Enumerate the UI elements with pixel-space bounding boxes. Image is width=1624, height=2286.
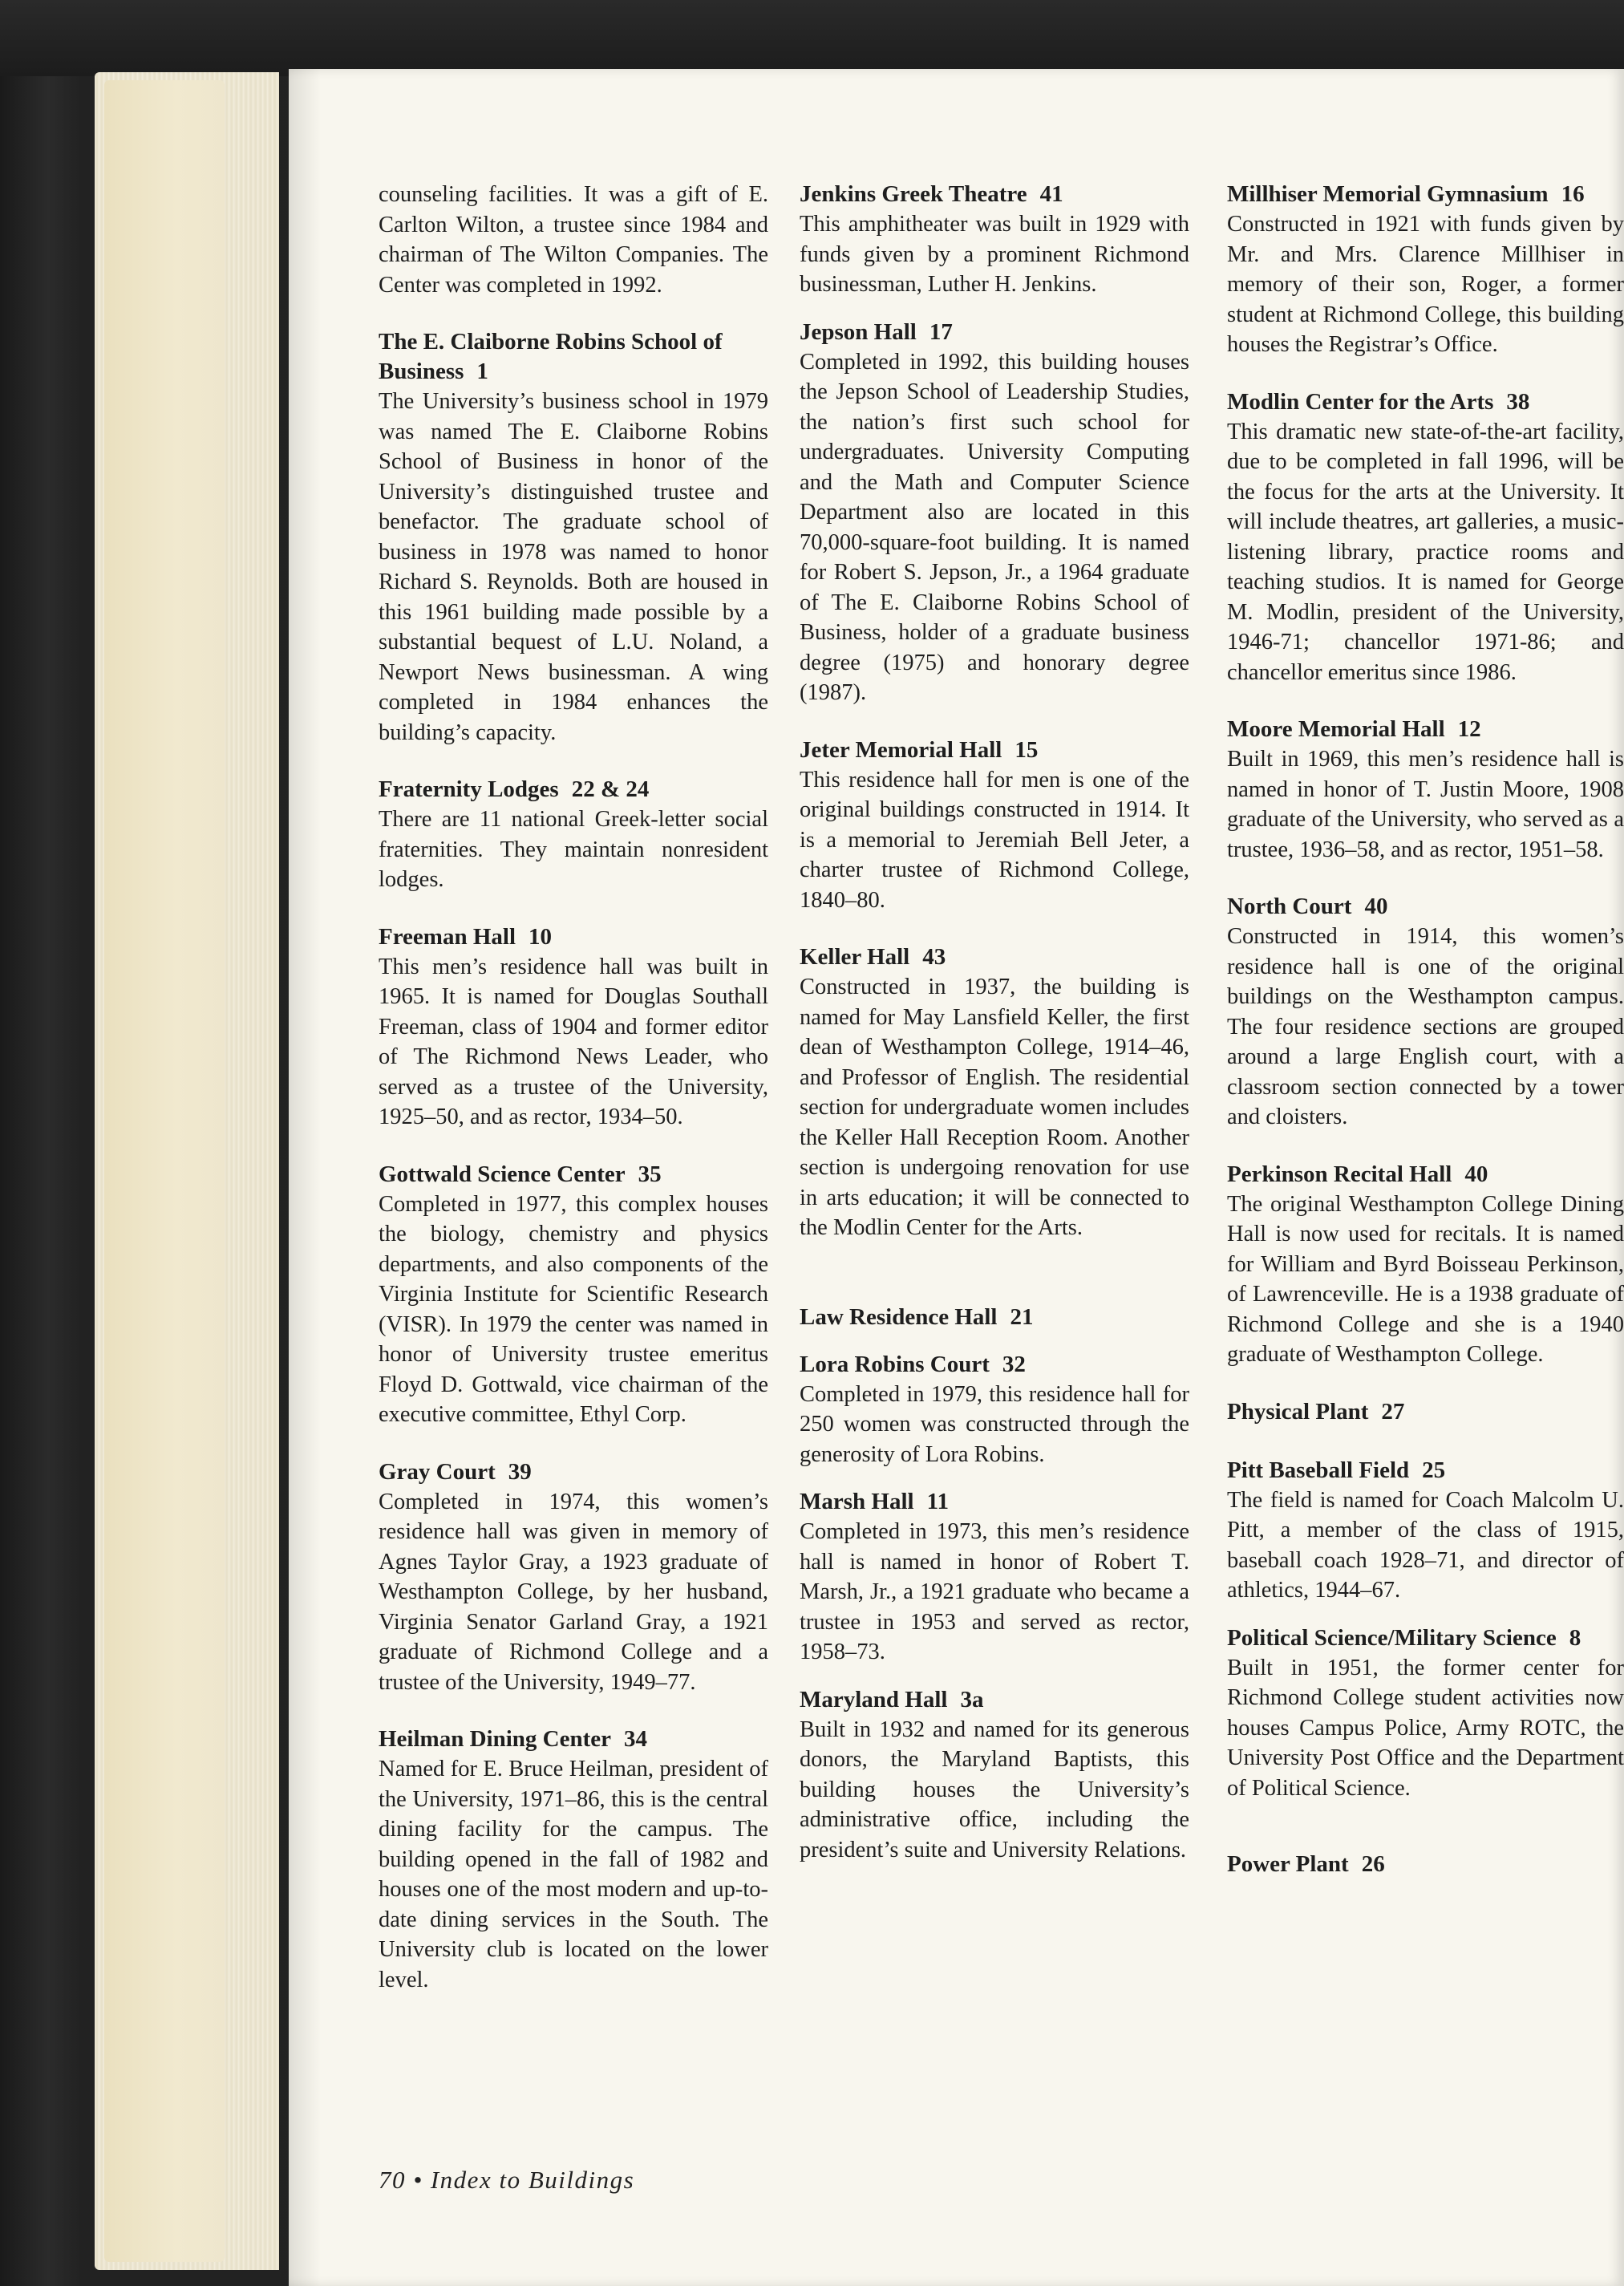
entry-text: Constructed in 1921 with funds given by Mr. and Mrs. Clarence Millhiser in memory of their son, Roger, a former student at Richmond College, this building houses the Registrar’s Office. xyxy=(1227,212,1624,357)
building-entry xyxy=(379,327,768,748)
page-number: 70 xyxy=(379,2166,406,2194)
entry-name: Gottwald Science Center xyxy=(379,1161,626,1187)
building-entry xyxy=(1227,387,1624,688)
entry-number: 17 xyxy=(929,318,953,345)
building-entry xyxy=(1227,180,1624,360)
footer-separator: • xyxy=(413,2166,423,2194)
entry-name: Power Plant xyxy=(1227,1851,1349,1877)
entry-name: Jenkins Greek Theatre xyxy=(800,181,1027,207)
entry-heading xyxy=(1227,387,1624,417)
entry-name: Keller Hall xyxy=(800,944,910,970)
entry-number: 38 xyxy=(1506,388,1530,415)
entry-name: Freeman Hall xyxy=(379,923,516,950)
entry-text: Completed in 1974, this women’s residence hall was given in memory of Agnes Taylor Gray, a 1923 graduate of Westhampton College, by her husband, Virginia Senator Garland Gray, a 1921 graduate of Richmond College and a trustee of the University, 1949–77. xyxy=(379,1489,768,1695)
building-entry xyxy=(379,1457,768,1698)
building-entry xyxy=(1227,1456,1624,1606)
entry-name: Pitt Baseball Field xyxy=(1227,1457,1410,1483)
entry-name: Political Science/Military Science xyxy=(1227,1624,1557,1651)
entry-heading xyxy=(1227,892,1624,922)
entry-number: 16 xyxy=(1561,181,1585,207)
book-cover-top xyxy=(0,0,1624,76)
entry-number: 39 xyxy=(508,1458,532,1485)
entry-number: 1 xyxy=(476,359,488,384)
entry-text: This amphitheater was built in 1929 with funds given by a prominent Richmond businessman, Luther H. Jenkins. xyxy=(800,212,1189,297)
building-entry xyxy=(379,1725,768,1995)
entry-text: Completed in 1992, this building houses the Jepson School of Leadership Studies, the nation’s first such school for undergraduates. University Computing and the Math and Computer Science Department also are located in this 70,000-square-foot building. It is named for Robert S. Jepson, Jr., a 1964 graduate of The E. Claiborne Robins School of Business, holder of a graduate business degree (1975) and honorary degree (1987). xyxy=(800,349,1189,705)
entry-number: 41 xyxy=(1039,181,1063,207)
entry-heading xyxy=(800,1487,1189,1517)
building-entry xyxy=(800,1685,1189,1866)
building-entry xyxy=(800,1303,1189,1332)
entry-text: There are 11 national Greek-letter social fraternities. They maintain nonresident lodges. xyxy=(379,807,768,892)
entry-name: Heilman Dining Center xyxy=(379,1726,611,1752)
entry-heading xyxy=(379,327,768,387)
entry-name: Moore Memorial Hall xyxy=(1227,716,1445,742)
entry-number: 26 xyxy=(1361,1851,1385,1877)
entry-number: 25 xyxy=(1422,1457,1446,1483)
entry-number: 35 xyxy=(638,1161,662,1187)
entry-name: North Court xyxy=(1227,894,1352,919)
entry-number: 11 xyxy=(926,1489,949,1514)
building-entry xyxy=(1227,892,1624,1133)
building-entry xyxy=(800,1487,1189,1668)
entry-heading xyxy=(800,1303,1189,1332)
entry-name: Marsh Hall xyxy=(800,1489,914,1514)
entry-heading xyxy=(1227,1397,1624,1427)
entry-name: Law Residence Hall xyxy=(800,1303,998,1330)
entry-number: 34 xyxy=(624,1726,647,1752)
entry-number: 12 xyxy=(1457,716,1481,742)
entry-heading xyxy=(1227,180,1624,209)
column-1 xyxy=(379,180,768,2022)
entry-text: Built in 1932 and named for its generous donors, the Maryland Baptists, this building houses the University’s administrative office, including the president’s suite and University Relations. xyxy=(800,1717,1189,1862)
entry-heading xyxy=(800,180,1189,209)
entry-name: Lora Robins Court xyxy=(800,1351,990,1377)
entry-number: 32 xyxy=(1002,1351,1026,1377)
entry-text: The field is named for Coach Malcolm U. Pitt, a member of the class of 1915, baseball coach 1928–71, and director of athletics, 1944–67. xyxy=(1227,1487,1624,1603)
entry-heading xyxy=(800,1350,1189,1380)
entry-text: Constructed in 1937, the building is named for May Lansfield Keller, the first dean of Westhampton College, 1914–46, and Professor of English. The residential section for undergraduate women includes the Keller Hall Reception Room. Another section is undergoing renovation for use in arts education; it will be connected to the Modlin Center for the Arts. xyxy=(800,975,1189,1240)
entry-heading xyxy=(1227,1850,1624,1879)
entry-name: The E. Claiborne Robins School of Business xyxy=(379,329,723,384)
entry-number: 27 xyxy=(1381,1398,1405,1425)
entry-heading xyxy=(379,775,768,805)
entry-name: Maryland Hall xyxy=(800,1686,948,1712)
entry-name: Jepson Hall xyxy=(800,318,917,345)
building-entry xyxy=(1227,1850,1624,1879)
entry-name: Fraternity Lodges xyxy=(379,776,559,802)
entry-text: Constructed in 1914, this women’s residence hall is one of the original buildings on the Westhampton campus. The four residence sections are grouped around a large English court, with a classroom section connected by a tower and cloisters. xyxy=(1227,924,1624,1129)
building-entry xyxy=(379,775,768,895)
page xyxy=(289,69,1624,2286)
entry-heading xyxy=(1227,1160,1624,1190)
entry-text: This men’s residence hall was built in 1965. It is named for Douglas Southall Freeman, class of 1904 and former editor of The Richmond News Leader, who served as a trustee of the University, 1925–50, and as rector, 1934–50. xyxy=(379,954,768,1129)
building-entry xyxy=(800,318,1189,708)
running-title: Index to Buildings xyxy=(430,2166,635,2194)
building-entry xyxy=(800,180,1189,300)
column-2 xyxy=(800,180,1189,1892)
building-entry xyxy=(800,736,1189,916)
building-entry xyxy=(1227,1397,1624,1427)
entry-heading xyxy=(800,1685,1189,1715)
entry-heading xyxy=(379,1160,768,1190)
column-3 xyxy=(1227,180,1624,1907)
entry-number: 40 xyxy=(1364,894,1388,919)
entry-text: Completed in 1977, this complex houses the biology, chemistry and physics departments, and also components of the Virginia Institute for Scientific Research (VISR). In 1979 the center was named in honor of University trustee emeritus Floyd D. Gottwald, vice chairman of the executive committee, Ethyl Corp. xyxy=(379,1191,768,1427)
entry-number: 40 xyxy=(1464,1161,1488,1187)
entry-heading xyxy=(800,942,1189,972)
entry-number: 10 xyxy=(529,923,553,950)
entry-heading xyxy=(1227,1456,1624,1485)
entry-text: Built in 1951, the former center for Richmond College student activities now houses Campus Police, Army ROTC, the University Post Office and the Department of Political Science. xyxy=(1227,1655,1624,1801)
page-block xyxy=(104,80,225,2262)
entry-name: Modlin Center for the Arts xyxy=(1227,388,1494,415)
entry-text: This residence hall for men is one of the original buildings constructed in 1914. It is a memorial to Jeremiah Bell Jeter, a charter trustee of Richmond College, 1840–80. xyxy=(800,767,1189,913)
entry-heading xyxy=(379,1725,768,1754)
entry-heading xyxy=(1227,715,1624,744)
building-entry xyxy=(1227,1160,1624,1370)
building-entry xyxy=(1227,1623,1624,1804)
entry-number: 22 & 24 xyxy=(571,776,650,802)
entry-heading xyxy=(800,318,1189,347)
entry-text: Named for E. Bruce Heilman, president of the University, 1971–86, this is the central dining facility for the campus. The building opened in the fall of 1982 and houses one of the most modern and up-to-date dining services in the South. The University club is located on the lower level. xyxy=(379,1757,768,1992)
building-entry xyxy=(379,1160,768,1430)
entry-name: Millhiser Memorial Gymnasium xyxy=(1227,181,1549,207)
entry-text: Completed in 1973, this men’s residence hall is named in honor of Robert T. Marsh, Jr., a 1921 graduate who became a trustee in 1953 and served as rector, 1958–73. xyxy=(800,1519,1189,1664)
entry-number: 43 xyxy=(922,944,946,970)
entry-text: Completed in 1979, this residence hall for 250 women was constructed through the generosity of Lora Robins. xyxy=(800,1381,1189,1467)
entry-text: The University’s business school in 1979 was named The E. Claiborne Robins School of Business in honor of the University’s distinguished trustee and benefactor. The graduate school of business in 1978 was named to honor Richard S. Reynolds. Both are housed in this 1961 building made possible by a substantial bequest of L.U. Noland, a Newport News businessman. A wing completed in 1984 enhances the building’s capacity. xyxy=(379,389,768,745)
entry-text: This dramatic new state-of-the-art facility, due to be completed in fall 1996, will be the focus for the arts at the University. It will include theatres, art galleries, a music-listening library, practice rooms and teaching studios. It is named for George M. Modlin, president of the University, 1946-71; chancellor 1971-86; and chancellor emeritus since 1986. xyxy=(1227,419,1624,685)
entry-text: The original Westhampton College Dining Hall is now used for recitals. It is named for William and Byrd Boisseau Perkinson, of Lawrenceville. He is a 1938 graduate of Richmond College and she is a 1940 graduate of Westhampton College. xyxy=(1227,1191,1624,1367)
entry-heading xyxy=(379,1457,768,1487)
building-entry xyxy=(800,1350,1189,1470)
entry-name: Gray Court xyxy=(379,1458,496,1485)
entry-heading xyxy=(800,736,1189,765)
entry-heading xyxy=(379,922,768,952)
page-footer xyxy=(379,2166,634,2195)
entry-text: Built in 1969, this men’s residence hall is named in honor of T. Justin Moore, 1908 graduate of the University, who served as a trustee, 1936–58, and as rector, 1951–58. xyxy=(1227,747,1624,862)
entry-number: 21 xyxy=(1010,1303,1034,1330)
building-entry xyxy=(379,922,768,1133)
building-entry xyxy=(1227,715,1624,865)
entry-number: 3a xyxy=(960,1686,984,1712)
entry-heading xyxy=(1227,1623,1624,1653)
entry-number: 15 xyxy=(1014,736,1039,763)
entry-name: Jeter Memorial Hall xyxy=(800,736,1002,763)
entry-name: Perkinson Recital Hall xyxy=(1227,1161,1452,1187)
continued-paragraph: counseling facilities. It was a gift of E. Carlton Wilton, a trustee since 1984 and chairman of The Wilton Companies. The Center was completed in 1992. xyxy=(379,182,768,298)
entry-name: Physical Plant xyxy=(1227,1398,1369,1425)
entry-number: 8 xyxy=(1569,1624,1581,1651)
building-entry xyxy=(800,942,1189,1243)
